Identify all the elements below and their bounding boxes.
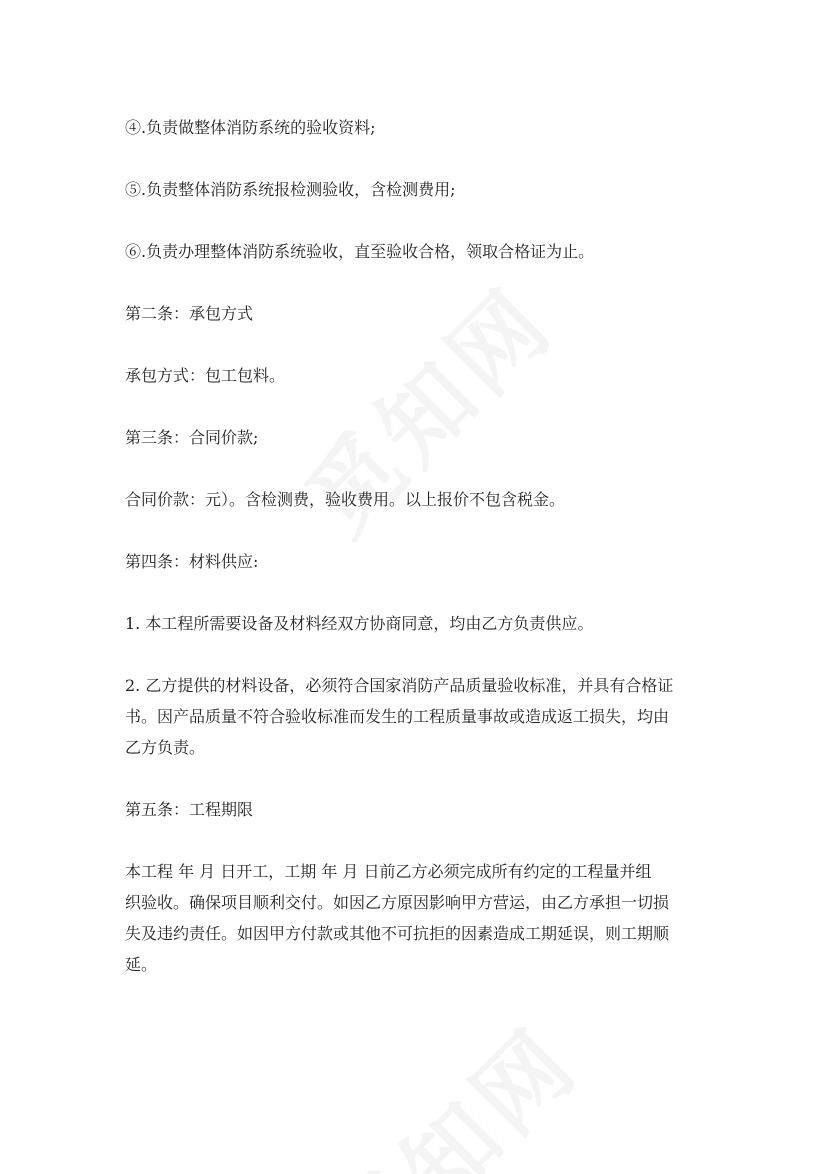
text-line: ④.负责做整体消防系统的验收资料; (125, 118, 376, 137)
article-3-body (125, 484, 705, 515)
article-4-item-1 (125, 608, 705, 639)
text-line: 书。因产品质量不符合验收标准而发生的工程质量事故或造成返工损失，均由 (125, 707, 670, 726)
text-line: 第四条：材料供应: (125, 552, 259, 571)
watermark (297, 993, 602, 1174)
article-5-heading (125, 794, 705, 825)
paragraph-item-4 (125, 112, 705, 143)
text-line: 本工程 年 月 日开工，工期 年 月 日前乙方必须完成所有约定的工程量并组 (125, 862, 652, 881)
text-line: 第三条：合同价款; (125, 428, 259, 447)
text-line: 延。 (125, 955, 158, 974)
paragraph-item-5 (125, 174, 705, 205)
text-line: 乙方负责。 (125, 738, 206, 757)
text-line: ⑤.负责整体消防系统报检测验收，含检测费用; (125, 180, 456, 199)
text-line: 2. 乙方提供的材料设备，必须符合国家消防产品质量验收标准，并具有合格证 (125, 676, 674, 695)
article-2-heading (125, 298, 705, 329)
article-3-heading (125, 422, 705, 453)
document-body (125, 112, 705, 980)
article-4-heading (125, 546, 705, 577)
text-line: 第五条：工程期限 (125, 800, 254, 819)
paragraph-item-6 (125, 236, 705, 267)
article-4-item-2 (125, 670, 705, 763)
text-line: ⑥.负责办理整体消防系统验收，直至验收合格，领取合格证为止。 (125, 242, 595, 261)
text-line: 织验收。确保项目顺利交付。如因乙方原因影响甲方营运，由乙方承担一切损 (125, 893, 670, 912)
text-line: 1. 本工程所需要设备及材料经双方协商同意，均由乙方负责供应。 (125, 614, 594, 633)
text-line: 失及违约责任。如因甲方付款或其他不可抗拒的因素造成工期延误，则工期顺 (125, 924, 670, 943)
text-line: 合同价款：元）。含检测费，验收费用。以上报价不包含税金。 (125, 490, 566, 509)
text-line: 第二条：承包方式 (125, 304, 254, 323)
article-2-body (125, 360, 705, 391)
article-5-body (125, 856, 705, 980)
text-line: 承包方式：包工包料。 (125, 366, 286, 385)
